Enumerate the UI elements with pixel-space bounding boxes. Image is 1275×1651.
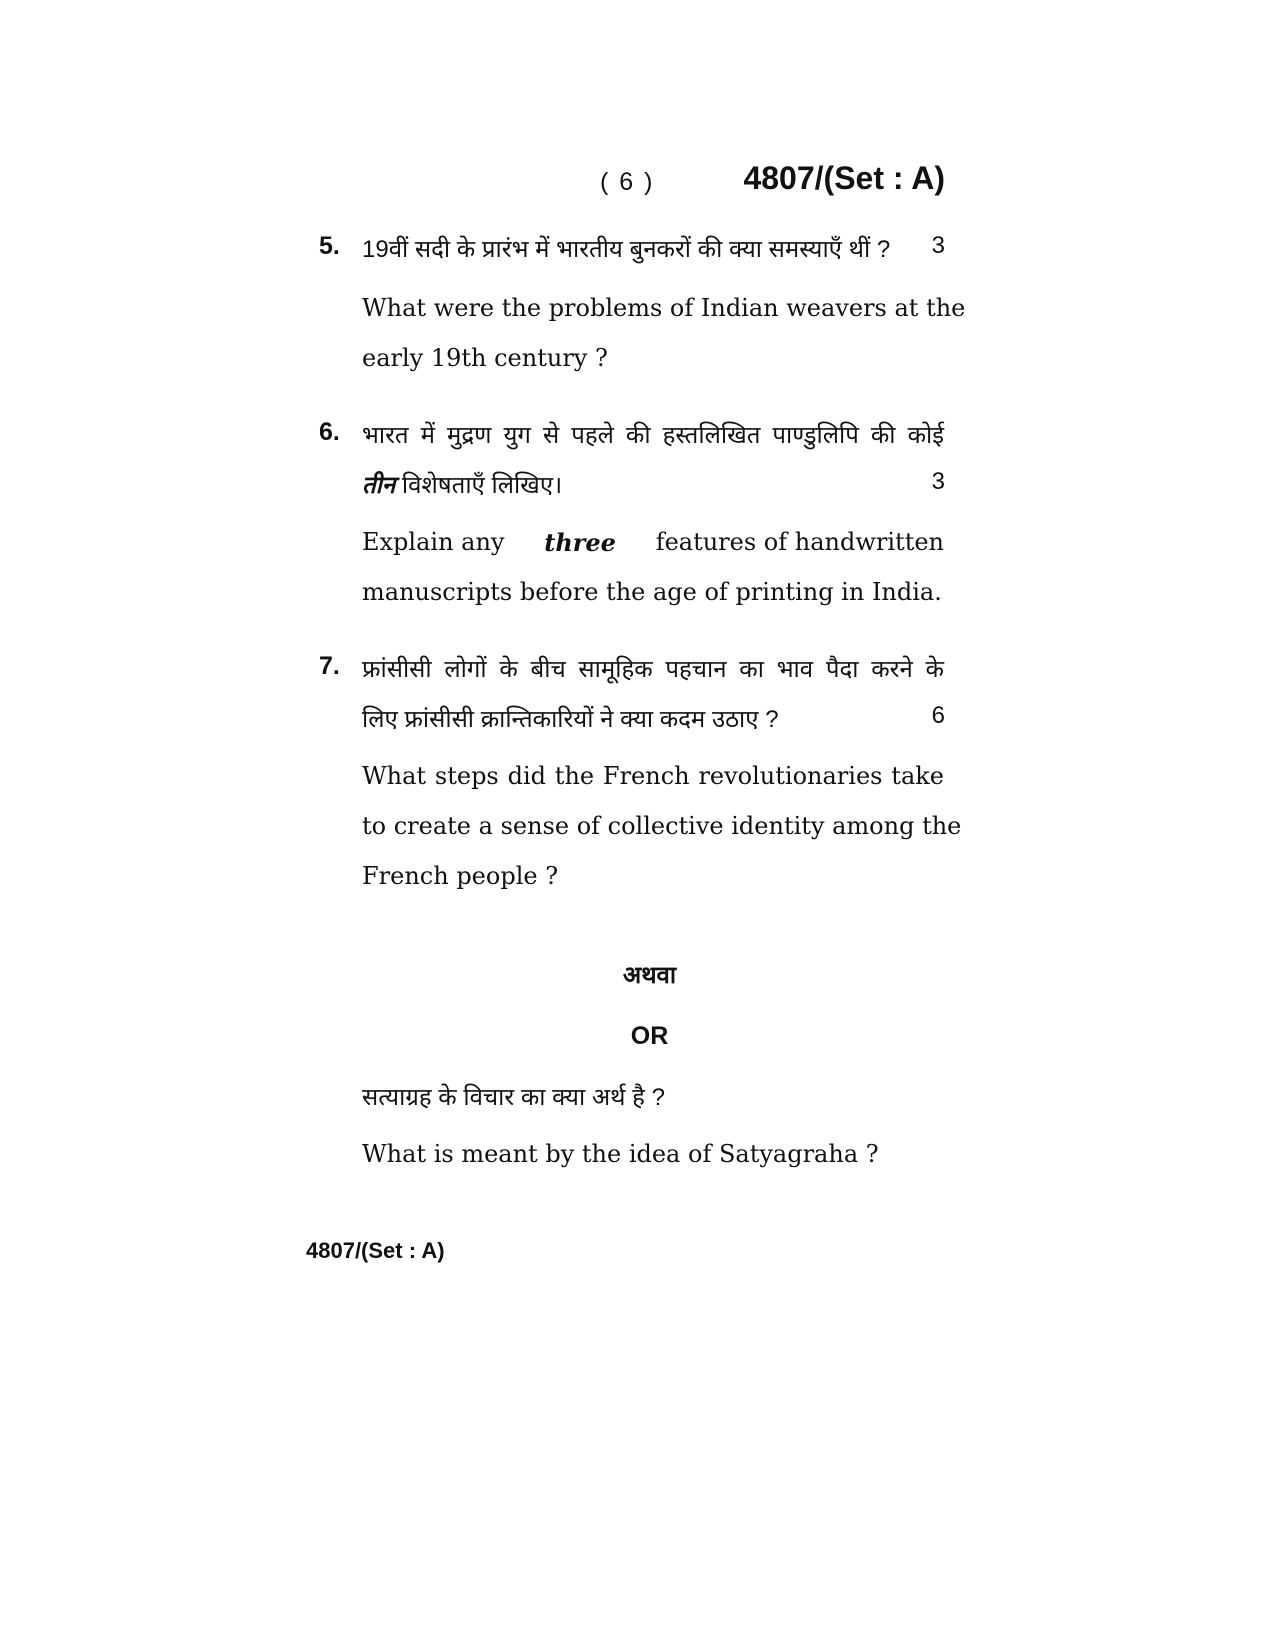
question-5-english-line-1: What were the problems of Indian weavers at the xyxy=(362,294,966,322)
question-7-hindi-line-2: लिए फ्रांसीसी क्रान्तिकारियों ने क्या कदम उठाए ? xyxy=(362,706,779,733)
question-7-marks: 6 xyxy=(931,702,945,729)
question-7-english-line-3: French people ? xyxy=(362,862,559,890)
question-6-english-line-2: manuscripts before the age of printing in India. xyxy=(362,578,942,606)
question-5-marks: 3 xyxy=(931,232,945,259)
question-6-number: 6. xyxy=(319,418,340,446)
question-6-english-post: features of handwritten xyxy=(655,528,944,556)
question-6-english-line-1 xyxy=(362,528,944,557)
question-7-english-line-2: to create a sense of collective identity among the xyxy=(362,812,962,840)
emphasis-three: three xyxy=(544,528,616,557)
question-7-hindi-line-1: फ्रांसीसी लोगों के बीच सामूहिक पहचान का भाव पैदा करने के xyxy=(362,656,944,683)
question-6-hindi-line-1: भारत में मुद्रण युग से पहले की हस्तलिखित पाण्डुलिपि की कोई xyxy=(362,422,944,449)
or-english: OR xyxy=(630,1022,669,1050)
or-hindi: अथवा xyxy=(622,962,677,989)
question-5-english-line-2: early 19th century ? xyxy=(362,344,608,372)
question-5-hindi-text: 19वीं सदी के प्रारंभ में भारतीय बुनकरों की क्या समस्याएँ थीं ? xyxy=(362,236,891,263)
question-6-marks: 3 xyxy=(931,468,945,495)
emphasis-teen: तीन xyxy=(362,472,396,499)
page-number: ( 6 ) xyxy=(600,168,655,196)
paper-code-header: 4807/(Set : A) xyxy=(743,160,945,196)
alternative-english-text: What is meant by the idea of Satyagraha ? xyxy=(362,1140,879,1168)
paper-code-footer: 4807/(Set : A) xyxy=(306,1238,445,1263)
question-6-hindi-line-2 xyxy=(362,468,944,501)
question-6-hindi-line-2-rest: विशेषताएँ लिखिए। xyxy=(401,472,563,499)
question-6-english-pre: Explain any xyxy=(362,528,505,556)
question-7-number: 7. xyxy=(319,652,340,680)
alternative-hindi-text: सत्याग्रह के विचार का क्या अर्थ है ? xyxy=(362,1084,665,1111)
question-7-english-line-1: What steps did the French revolutionaries take xyxy=(362,762,944,790)
question-5-number: 5. xyxy=(319,232,340,260)
